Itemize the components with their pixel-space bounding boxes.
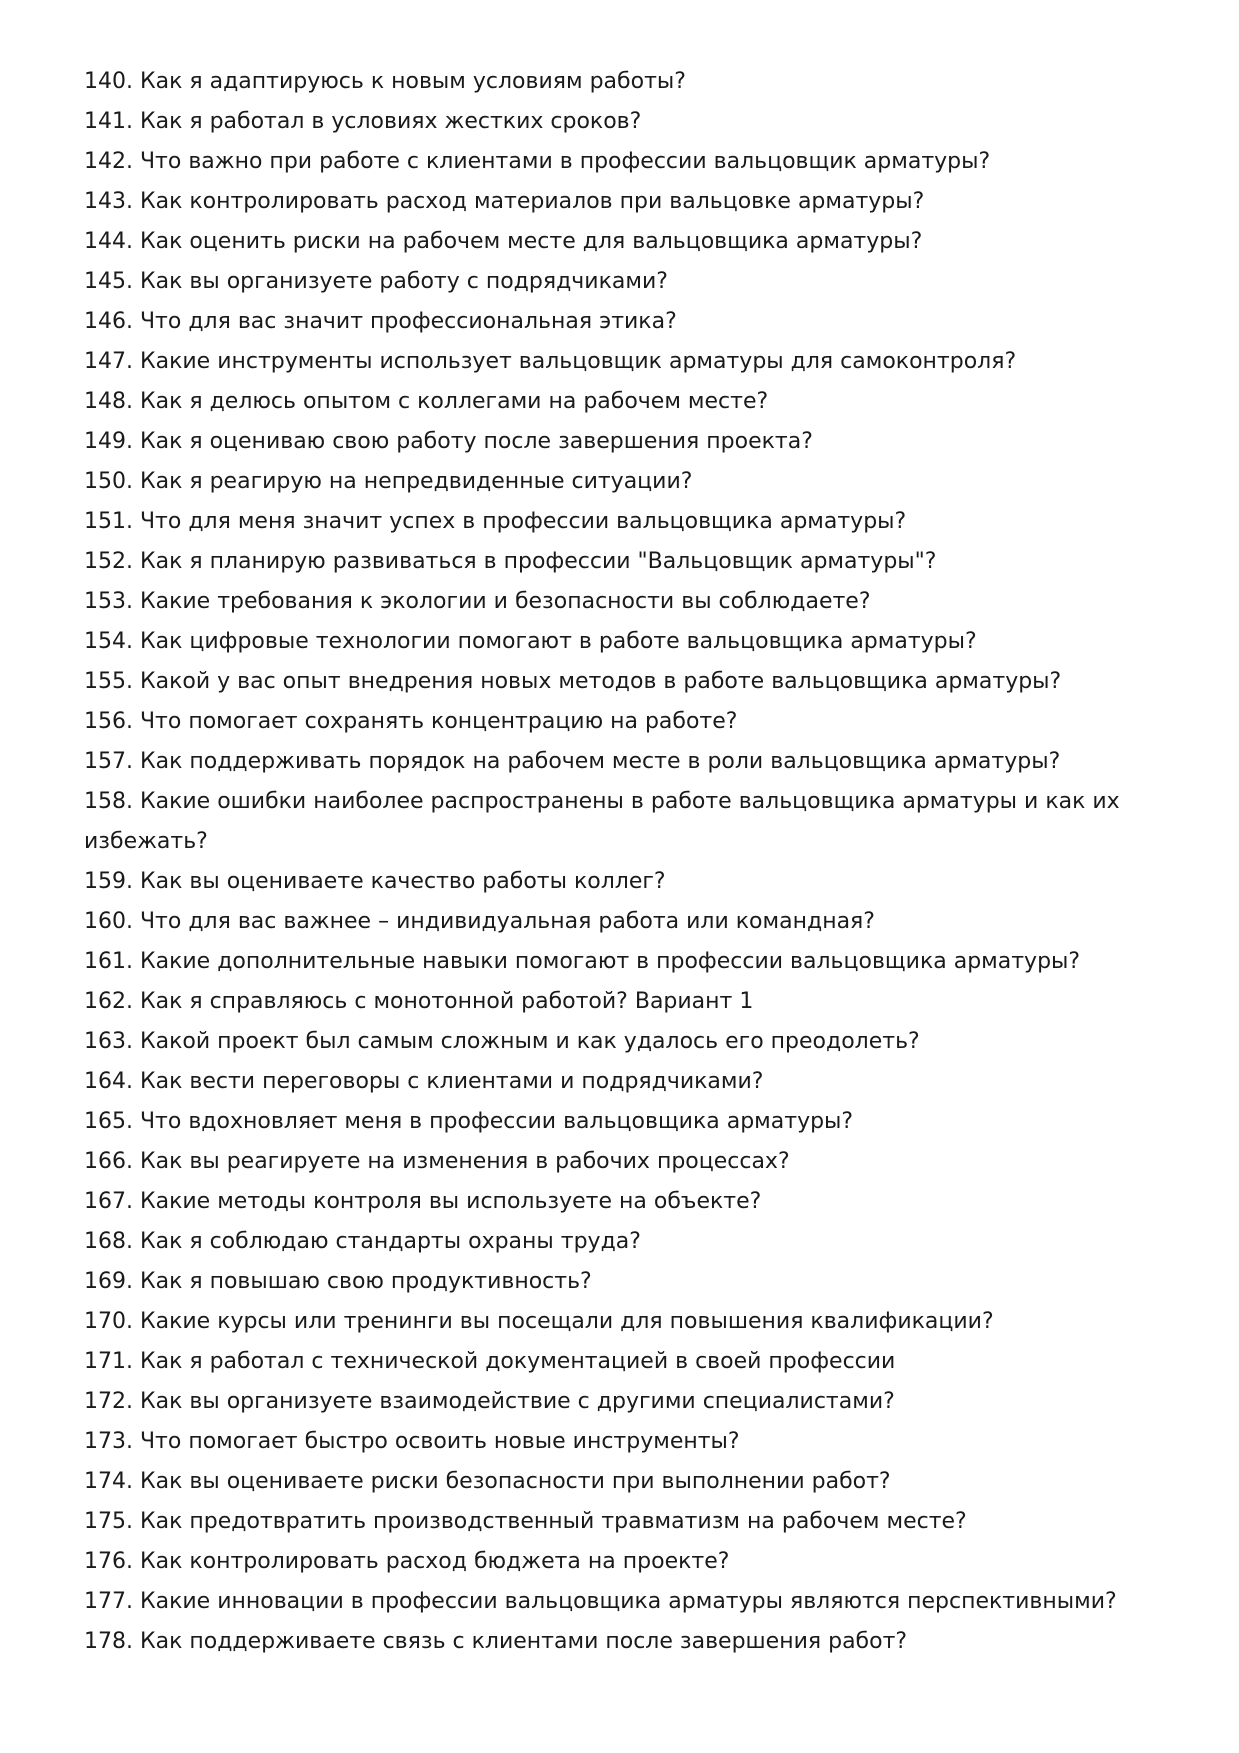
question-item: 175. Как предотвратить производственный травматизм на рабочем месте? bbox=[84, 1509, 967, 1534]
question-item: 164. Как вести переговоры с клиентами и подрядчиками? bbox=[84, 1069, 764, 1094]
question-item: 159. Как вы оцениваете качество работы коллег? bbox=[84, 869, 666, 894]
question-item: 143. Как контролировать расход материалов при вальцовке арматуры? bbox=[84, 189, 925, 214]
question-item: 171. Как я работал с технической документацией в своей профессии bbox=[84, 1349, 896, 1374]
question-item: 172. Как вы организуете взаимодействие с другими специалистами? bbox=[84, 1389, 895, 1414]
question-item: 167. Какие методы контроля вы используете на объекте? bbox=[84, 1189, 762, 1214]
question-item: 173. Что помогает быстро освоить новые инструменты? bbox=[84, 1429, 740, 1454]
question-item: 152. Как я планирую развиваться в профессии "Вальцовщик арматуры"? bbox=[84, 549, 937, 574]
question-item: 161. Какие дополнительные навыки помогают в профессии вальцовщика арматуры? bbox=[84, 949, 1081, 974]
question-item: 174. Как вы оцениваете риски безопасности при выполнении работ? bbox=[84, 1469, 891, 1494]
question-item: 147. Какие инструменты использует вальцовщик арматуры для самоконтроля? bbox=[84, 349, 1017, 374]
question-list bbox=[84, 62, 1164, 1662]
question-item: 162. Как я справляюсь с монотонной работой? Вариант 1 bbox=[84, 989, 754, 1014]
question-item: 176. Как контролировать расход бюджета на проекте? bbox=[84, 1549, 730, 1574]
question-item: 148. Как я делюсь опытом с коллегами на рабочем месте? bbox=[84, 389, 769, 414]
question-item: 151. Что для меня значит успех в профессии вальцовщика арматуры? bbox=[84, 509, 907, 534]
question-item: 149. Как я оцениваю свою работу после завершения проекта? bbox=[84, 429, 813, 454]
question-item: 154. Как цифровые технологии помогают в работе вальцовщика арматуры? bbox=[84, 629, 977, 654]
question-item: 166. Как вы реагируете на изменения в рабочих процессах? bbox=[84, 1149, 790, 1174]
question-item: 142. Что важно при работе с клиентами в профессии вальцовщик арматуры? bbox=[84, 149, 991, 174]
question-item: 146. Что для вас значит профессиональная этика? bbox=[84, 309, 677, 334]
question-item: 155. Какой у вас опыт внедрения новых методов в работе вальцовщика арматуры? bbox=[84, 669, 1062, 694]
question-item: 163. Какой проект был самым сложным и как удалось его преодолеть? bbox=[84, 1029, 920, 1054]
question-item: 178. Как поддерживаете связь с клиентами после завершения работ? bbox=[84, 1629, 908, 1654]
question-item: 150. Как я реагирую на непредвиденные ситуации? bbox=[84, 469, 693, 494]
question-item: 153. Какие требования к экологии и безопасности вы соблюдаете? bbox=[84, 589, 871, 614]
question-item: 141. Как я работал в условиях жестких сроков? bbox=[84, 109, 642, 134]
question-item: 160. Что для вас важнее – индивидуальная работа или командная? bbox=[84, 909, 875, 934]
question-item: 177. Какие инновации в профессии вальцовщика арматуры являются перспективными? bbox=[84, 1589, 1117, 1614]
question-item: 144. Как оценить риски на рабочем месте для вальцовщика арматуры? bbox=[84, 229, 923, 254]
question-item: 156. Что помогает сохранять концентрацию на работе? bbox=[84, 709, 738, 734]
question-item: 157. Как поддерживать порядок на рабочем месте в роли вальцовщика арматуры? bbox=[84, 749, 1061, 774]
question-item: 169. Как я повышаю свою продуктивность? bbox=[84, 1269, 592, 1294]
question-item: 168. Как я соблюдаю стандарты охраны труда? bbox=[84, 1229, 641, 1254]
question-item: 145. Как вы организуете работу с подрядчиками? bbox=[84, 269, 668, 294]
question-item: 165. Что вдохновляет меня в профессии вальцовщика арматуры? bbox=[84, 1109, 854, 1134]
question-item: 170. Какие курсы или тренинги вы посещали для повышения квалификации? bbox=[84, 1309, 994, 1334]
question-item: 140. Как я адаптируюсь к новым условиям работы? bbox=[84, 69, 686, 94]
question-item: 158. Какие ошибки наиболее распространены в работе вальцовщика арматуры и как их избежать? bbox=[84, 789, 1120, 854]
